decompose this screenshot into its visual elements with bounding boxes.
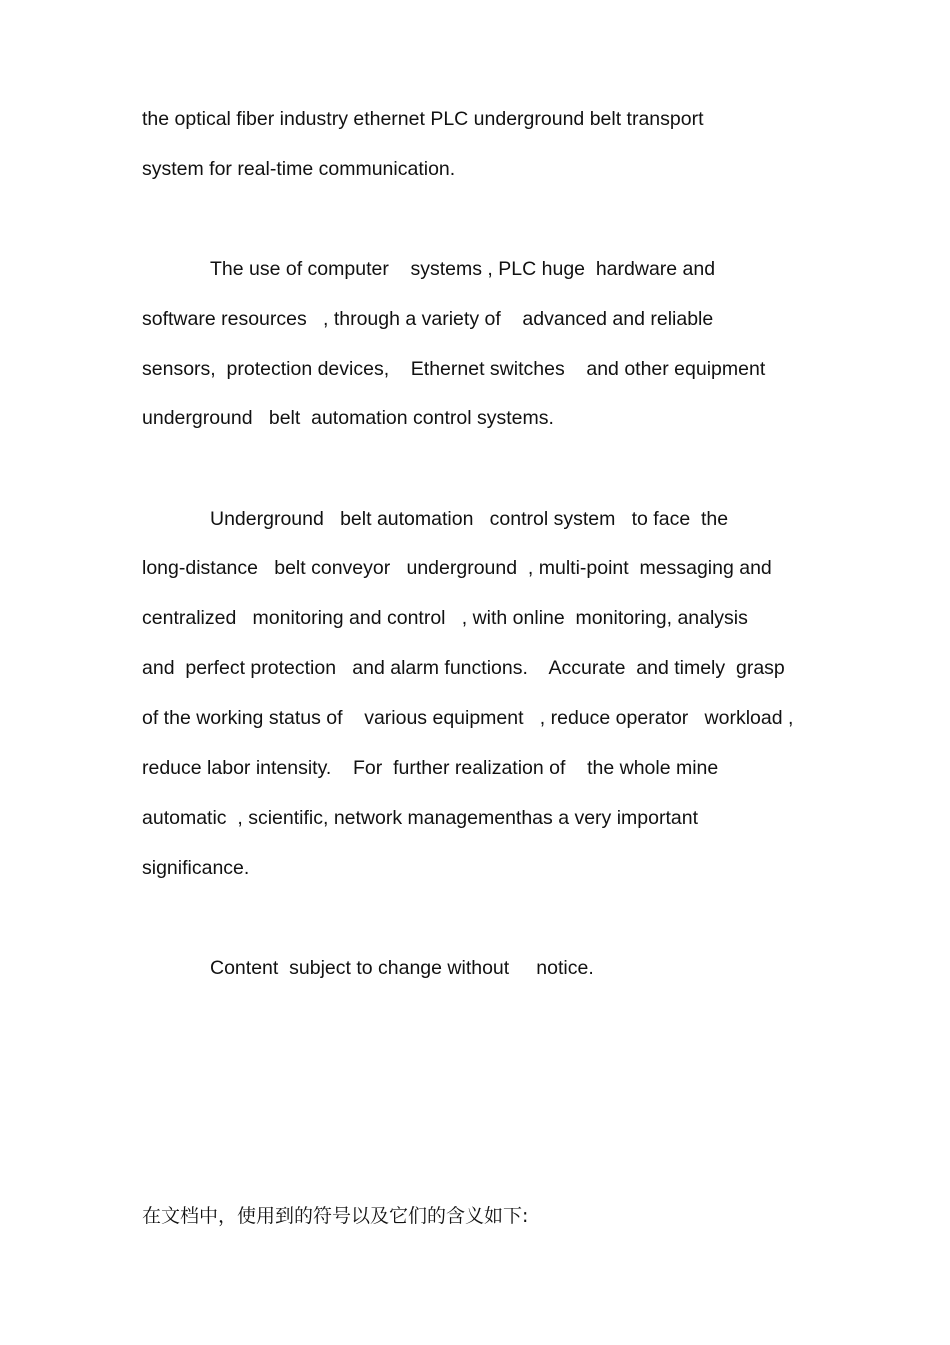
paragraph-3-line-1: Underground belt automation control system to face the [210,508,729,530]
paragraph-2-line-4: underground belt automation control systems. [142,407,554,429]
paragraph-3-line-5: of the working status of various equipment , reduce operator workload , [142,707,794,729]
paragraph-3-line-7: automatic , scientific, network managementhas a very important [142,807,698,829]
paragraph-3-line-8: significance. [142,857,250,879]
paragraph-1-line-1: the optical fiber industry ethernet PLC underground belt transport [142,108,704,130]
paragraph-3-line-6: reduce labor intensity. For further realization of the whole mine [142,757,719,779]
paragraph-2-line-1: The use of computer systems , PLC huge hardware and [210,258,716,280]
paragraph-3-line-4: and perfect protection and alarm functions. Accurate and timely grasp [142,657,785,679]
paragraph-3-line-2: long-distance belt conveyor underground , multi-point messaging and [142,557,772,579]
paragraph-1-line-2: system for real-time communication. [142,158,456,180]
notice-line: Content subject to change without notice. [210,957,594,979]
paragraph-3-line-3: centralized monitoring and control , with online monitoring, analysis [142,607,748,629]
symbols-intro-line: 在文档中，使用到的符号以及它们的含义如下: [142,1205,529,1227]
paragraph-2-line-3: sensors, protection devices, Ethernet switches and other equipment [142,358,766,380]
paragraph-2-line-2: software resources , through a variety of advanced and reliable [142,308,714,330]
